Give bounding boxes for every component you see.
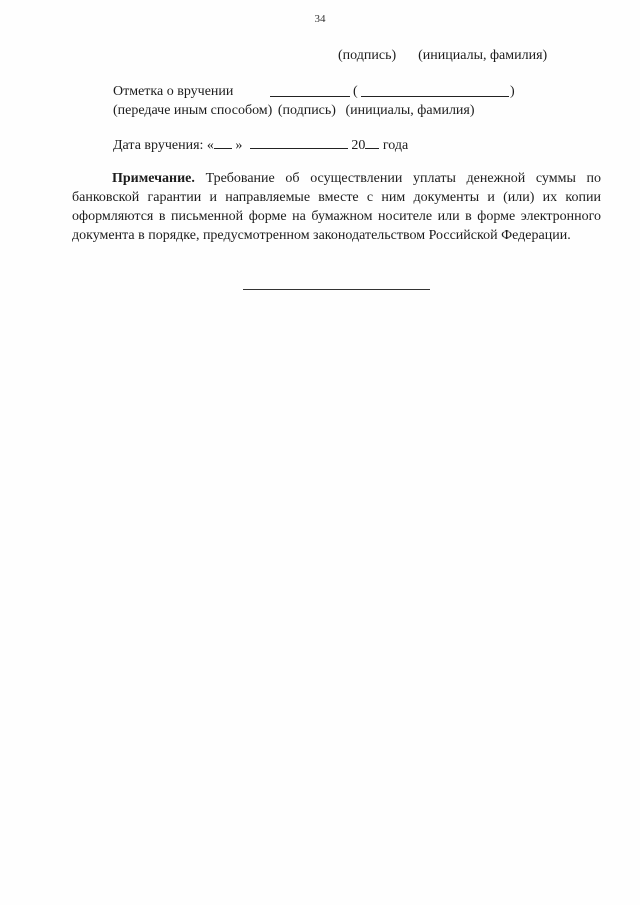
delivery-signature-caption: (подпись): [277, 103, 336, 118]
delivery-initials-caption: (инициалы, фамилия): [345, 103, 475, 118]
note-text: Требование об осуществлении уплаты денежной суммы по банковской гарантии и направляемые вместе с ним документы и (или) их копии оформляются в письменной форме на бумажном носителе или в форме электронного документа в порядке, предусмотренном законодательством Российской Федерации.: [72, 171, 602, 243]
note-title: Примечание.: [112, 171, 195, 186]
end-divider: [243, 289, 430, 290]
note-paragraph: [72, 169, 601, 245]
year-prefix: 20: [351, 138, 366, 153]
paren-close: ): [510, 84, 515, 99]
signature-caption-row: [338, 48, 547, 64]
date-label: Дата вручения: «: [113, 138, 214, 153]
delivery-mark-line: [113, 82, 515, 101]
signature-blank: [270, 96, 350, 97]
year-suffix: года: [382, 138, 409, 153]
month-blank: [250, 136, 348, 149]
page-number: 34: [314, 13, 326, 25]
paren-open: (: [353, 84, 358, 99]
name-blank: [361, 96, 509, 97]
signature-caption: (подпись): [338, 48, 397, 63]
delivery-date-line: [113, 136, 408, 154]
delivery-mark-label: Отметка о вручении: [113, 84, 234, 99]
delivery-method-caption: (передаче иным способом): [113, 103, 273, 118]
initials-caption: (инициалы, фамилия): [418, 48, 548, 63]
date-quote-close: »: [235, 138, 243, 153]
day-blank: [214, 136, 232, 149]
year-blank: [365, 136, 379, 149]
delivery-mark-block: [113, 82, 515, 120]
delivery-caption-line: [113, 101, 475, 120]
